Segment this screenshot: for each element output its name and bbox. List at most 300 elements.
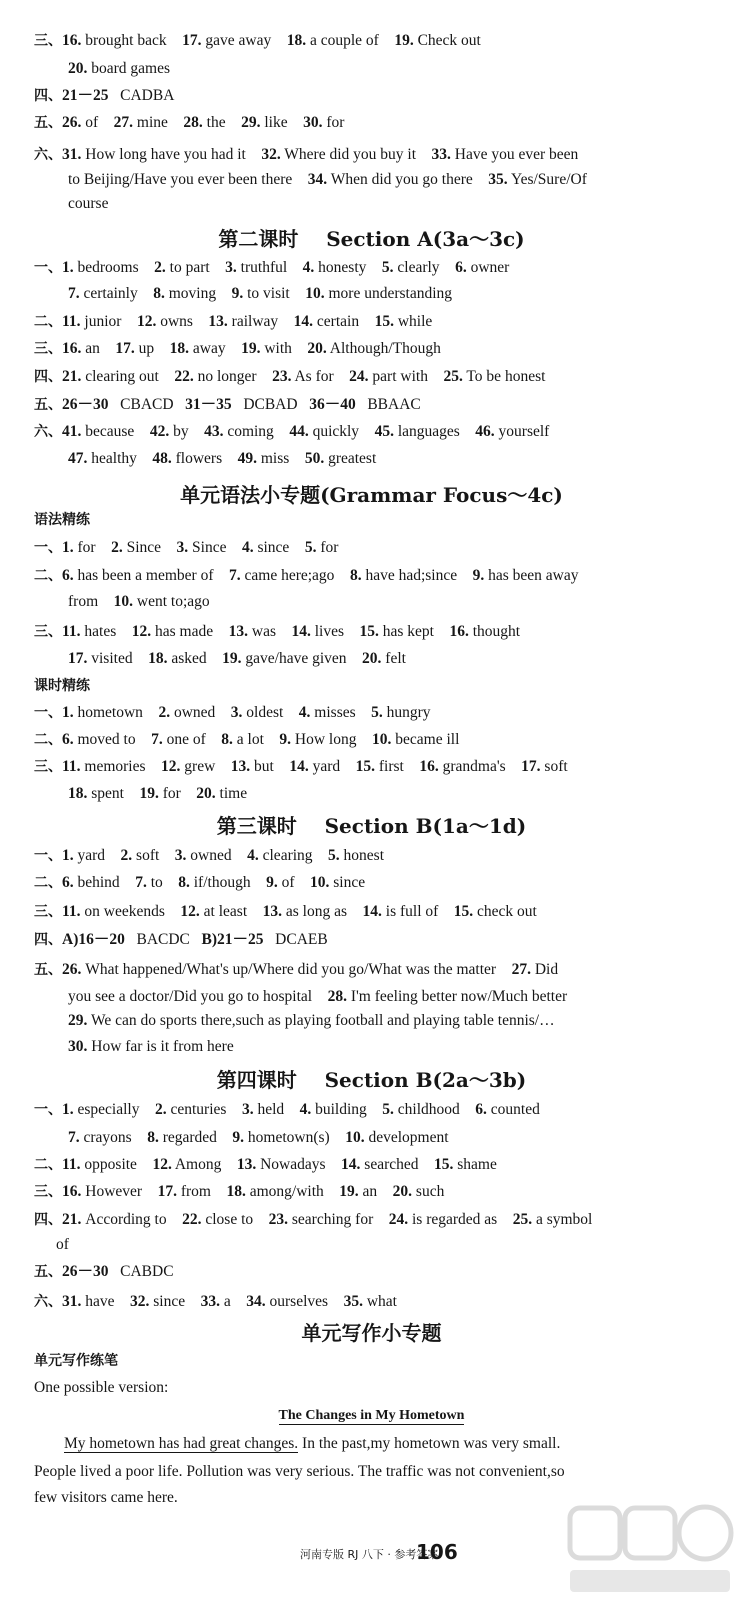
question-number: 15.	[355, 758, 376, 775]
answer-line	[68, 194, 743, 214]
question-group-label: 五、	[34, 1264, 62, 1280]
answer-text: certain	[313, 313, 375, 330]
question-number: 1.	[62, 1101, 74, 1118]
answer-line	[56, 1235, 743, 1255]
question-number: 6.	[62, 731, 74, 748]
answer-text: like	[260, 114, 304, 131]
answer-text: crayons	[79, 1129, 148, 1146]
question-group-label: 三、	[34, 759, 62, 775]
answer-line	[34, 538, 743, 558]
question-group-label: 二、	[34, 314, 62, 330]
question-number: 17.	[157, 1183, 177, 1200]
answer-line	[68, 592, 743, 612]
answer-text: was	[248, 623, 292, 640]
question-number: 13.	[230, 758, 251, 775]
answer-text: How far is it from here	[87, 1038, 234, 1055]
answer-text: part with	[368, 368, 444, 385]
answer-text: to part	[165, 259, 226, 276]
answer-text: regarded	[158, 1129, 233, 1146]
answer-text: greatest	[324, 450, 377, 467]
question-number: 5.	[382, 1101, 394, 1118]
edition-footer: 河南专版 RJ 八下 · 参考答案	[300, 1548, 439, 1561]
answer-line	[34, 730, 743, 750]
answer-text: owns	[156, 313, 209, 330]
answer-text: as long as	[282, 903, 363, 920]
question-number: 3.	[230, 704, 243, 721]
question-number: 19.	[222, 650, 242, 667]
answer-text: owner	[466, 259, 510, 276]
question-number: 6.	[455, 259, 467, 276]
answer-text: grew	[180, 758, 231, 775]
answer-line	[34, 422, 743, 442]
answer-text: a lot	[232, 731, 280, 748]
question-number: 20.	[362, 650, 382, 667]
section-heading: 第三课时 Section B(1a～1d)	[216, 814, 527, 838]
question-number: 13.	[208, 313, 228, 330]
answer-text: to visit	[243, 285, 306, 302]
question-group-label: 五、	[34, 962, 62, 978]
answer-text: What happened/What's up/Where did you go/What was the matter	[81, 961, 512, 978]
answer-text: centuries	[166, 1101, 242, 1118]
answer-text: hates	[80, 623, 132, 640]
answer-text: honest	[339, 847, 385, 864]
question-group-label: 四、	[34, 369, 62, 385]
answer-text: close to	[201, 1211, 269, 1228]
answer-text: board games	[87, 60, 171, 77]
answer-line	[34, 960, 743, 980]
question-number: 46.	[475, 423, 495, 440]
answer-line	[34, 395, 743, 415]
answer-text: Since	[188, 539, 242, 556]
answer-text: misses	[310, 704, 372, 721]
question-number: 5.	[381, 259, 394, 276]
answer-text: have had;since	[361, 567, 473, 584]
answer-text: has been away	[484, 567, 579, 584]
answer-text: a	[220, 1293, 247, 1310]
answer-line	[68, 170, 743, 190]
answer-text: to Beijing/Have you ever been there	[68, 171, 308, 188]
question-group-label: 三、	[34, 1184, 62, 1200]
answer-text: among/with	[245, 1183, 340, 1200]
question-number: 18.	[169, 340, 190, 357]
practice-sub-label: 单元写作练笔	[34, 1353, 118, 1369]
answer-text: while	[393, 313, 433, 330]
question-number: 34.	[307, 171, 328, 188]
question-group-label: 二、	[34, 1157, 62, 1173]
answer-text: gave away	[201, 32, 287, 49]
answer-text: BBAAC	[355, 396, 421, 413]
answer-text: As for	[291, 368, 350, 385]
answer-text: miss	[257, 450, 305, 467]
answer-line	[68, 987, 743, 1007]
answer-text: BACDC	[124, 931, 202, 948]
answer-text: building	[311, 1101, 383, 1118]
answer-text: yourself	[494, 423, 550, 440]
answer-text: oldest	[242, 704, 299, 721]
answer-line	[34, 86, 743, 106]
essay-line-2: People lived a poor life. Pollution was very serious. The traffic was not convenient,so	[34, 1463, 565, 1480]
answer-text: Yes/Sure/Of	[507, 171, 587, 188]
answer-text: is full of	[381, 903, 454, 920]
question-number: 16.	[449, 623, 469, 640]
answer-text: from	[68, 593, 114, 610]
answer-text: for	[316, 539, 339, 556]
question-number: 22.	[174, 368, 194, 385]
section-heading: 第二课时 Section A(3a～3c)	[218, 227, 525, 251]
answer-text: course	[68, 195, 109, 212]
question-number: 2.	[154, 259, 166, 276]
answer-text: but	[250, 758, 290, 775]
answer-text: quickly	[308, 423, 375, 440]
question-group-label: 四、	[34, 1212, 62, 1228]
answer-text: by	[169, 423, 205, 440]
question-number: 10.	[305, 285, 325, 302]
answer-text: became ill	[391, 731, 460, 748]
question-number: 24.	[349, 368, 369, 385]
answer-text: Since	[122, 539, 177, 556]
answer-line	[34, 846, 743, 866]
question-number: 27.	[113, 114, 134, 131]
question-group-label: 一、	[34, 705, 62, 721]
answer-line	[68, 784, 743, 804]
answer-text: honesty	[314, 259, 382, 276]
essay-title	[0, 1407, 743, 1425]
question-number: 3.	[241, 1101, 254, 1118]
answer-text: Nowadays	[256, 1156, 342, 1173]
question-group-label: 四、	[34, 932, 62, 948]
answer-text: went to;ago	[133, 593, 210, 610]
answer-text: with	[260, 340, 308, 357]
question-number: 7.	[68, 285, 80, 302]
question-number: 4.	[299, 1101, 312, 1118]
answer-text: opposite	[80, 1156, 153, 1173]
answer-text: first	[375, 758, 420, 775]
question-number: 12.	[180, 903, 200, 920]
question-number: 31－35	[185, 396, 232, 413]
answer-line	[68, 1037, 743, 1057]
question-number: 1.	[62, 259, 74, 276]
answer-text: searching for	[288, 1211, 389, 1228]
answer-text: thought	[468, 623, 521, 640]
answer-line	[34, 145, 743, 165]
answer-text: hometown	[73, 704, 159, 721]
question-number: 3.	[225, 259, 237, 276]
question-number: 26－30	[62, 396, 109, 413]
answer-text: of	[277, 874, 311, 891]
question-number: 9.	[232, 1129, 245, 1146]
question-number: 26－30	[62, 1263, 109, 1280]
question-number: 18.	[226, 1183, 246, 1200]
answer-line	[68, 449, 743, 469]
question-number: 17.	[182, 32, 202, 49]
question-number: 20.	[307, 340, 327, 357]
question-number: 28.	[327, 988, 347, 1005]
answer-text: you see a doctor/Did you go to hospital	[68, 988, 328, 1005]
question-number: 32.	[130, 1293, 150, 1310]
answer-text: has been a member of	[73, 567, 229, 584]
answer-text: of	[81, 114, 114, 131]
question-number: 36－40	[309, 396, 356, 413]
question-number: 9.	[231, 285, 244, 302]
answer-text: the	[202, 114, 242, 131]
answer-text: DCBAD	[231, 396, 310, 413]
answer-text: soft	[132, 847, 175, 864]
answer-text: certainly	[79, 285, 154, 302]
answer-text: gave/have given	[241, 650, 363, 667]
answer-text: We can do sports there,such as playing football and playing table tennis/…	[87, 1012, 555, 1029]
answer-text: junior	[80, 313, 137, 330]
question-number: 34.	[246, 1293, 266, 1310]
question-number: 5.	[371, 704, 383, 721]
question-group-label: 一、	[34, 540, 62, 556]
question-number: 3.	[176, 539, 189, 556]
answer-line	[34, 1100, 743, 1120]
question-number: 11.	[62, 903, 81, 920]
question-number: 2.	[111, 539, 123, 556]
question-number: 7.	[151, 731, 163, 748]
question-number: 33.	[431, 146, 451, 163]
answer-text: if/though	[189, 874, 267, 891]
question-group-label: 二、	[34, 732, 62, 748]
answer-text: CABDC	[108, 1263, 174, 1280]
question-number: 4.	[241, 539, 254, 556]
answer-text: held	[253, 1101, 300, 1118]
answer-text: grandma's	[438, 758, 522, 775]
answer-text: Check out	[413, 32, 481, 49]
question-number: 8.	[178, 874, 190, 891]
answer-text: coming	[223, 423, 290, 440]
answer-text: ourselves	[265, 1293, 344, 1310]
section-heading: 第四课时 Section B(2a～3b)	[216, 1068, 527, 1092]
answer-text: To be honest	[462, 368, 546, 385]
question-number: 29.	[241, 114, 261, 131]
answer-text: shame	[453, 1156, 497, 1173]
answer-line	[34, 566, 743, 586]
answer-text: owned	[170, 704, 231, 721]
answer-line	[34, 703, 743, 723]
question-number: 15.	[453, 903, 474, 920]
question-number: 14.	[289, 758, 309, 775]
question-number: 1.	[62, 539, 74, 556]
answer-text: counted	[486, 1101, 540, 1118]
question-number: 20.	[68, 60, 88, 77]
question-group-label: 五、	[34, 397, 62, 413]
question-number: 20.	[196, 785, 216, 802]
answer-text: check out	[473, 903, 537, 920]
question-number: 10.	[345, 1129, 365, 1146]
question-number: 49.	[237, 450, 257, 467]
question-number: 21.	[62, 368, 82, 385]
answer-text: asked	[167, 650, 223, 667]
question-number: 5.	[328, 847, 340, 864]
question-number: 48.	[152, 450, 172, 467]
answer-line	[68, 59, 743, 79]
answer-line	[34, 1262, 743, 1282]
question-number: 24.	[388, 1211, 409, 1228]
question-number: 19.	[339, 1183, 359, 1200]
section-heading: 单元语法小专题(Grammar Focus～4c)	[180, 483, 563, 507]
question-number: 11.	[62, 1156, 81, 1173]
question-group-label: 一、	[34, 1102, 62, 1118]
question-number: 8.	[221, 731, 233, 748]
answer-text: clearly	[393, 259, 456, 276]
answer-text: what	[362, 1293, 397, 1310]
answer-text: flowers	[171, 450, 238, 467]
answer-text: bedrooms	[73, 259, 155, 276]
question-number: 31.	[62, 146, 82, 163]
answer-text: an	[81, 340, 116, 357]
answer-line	[34, 312, 743, 332]
question-group-label: 六、	[34, 424, 62, 440]
answer-text: hometown(s)	[244, 1129, 346, 1146]
answer-text: DCAEB	[263, 931, 328, 948]
question-number: 5.	[304, 539, 317, 556]
answer-line	[34, 1210, 743, 1230]
answer-text: yard	[73, 847, 121, 864]
answer-line	[34, 367, 743, 387]
question-number: 23.	[268, 1211, 289, 1228]
question-number: 8.	[349, 567, 362, 584]
question-number: 44.	[289, 423, 309, 440]
question-number: 35.	[488, 171, 508, 188]
page-number: 106	[416, 1540, 458, 1564]
question-number: 26.	[62, 961, 82, 978]
answer-text: visited	[87, 650, 149, 667]
question-group-label: 六、	[34, 1294, 62, 1310]
essay-title-text: The Changes in My Hometown	[278, 1408, 465, 1423]
question-group-label: 一、	[34, 848, 62, 864]
answer-text: especially	[73, 1101, 155, 1118]
answer-text: has made	[151, 623, 229, 640]
question-group-label: 一、	[34, 260, 62, 276]
question-number: 17.	[115, 340, 135, 357]
question-number: 19.	[394, 32, 414, 49]
answer-text: moving	[164, 285, 232, 302]
answer-text: no longer	[193, 368, 273, 385]
answer-text: owned	[186, 847, 248, 864]
question-number: 30.	[303, 114, 323, 131]
answer-text: Although/Though	[326, 340, 441, 357]
question-number: 12.	[152, 1156, 172, 1173]
question-number: 28.	[183, 114, 203, 131]
question-number: 4.	[298, 704, 311, 721]
question-number: A)16－20	[62, 931, 125, 948]
question-number: 35.	[343, 1293, 363, 1310]
answer-text: Have you ever been	[450, 146, 579, 163]
question-number: 1.	[62, 704, 74, 721]
question-number: 12.	[131, 623, 152, 640]
practice-sub-label: 课时精练	[34, 678, 90, 694]
essay-line-1-rest: In the past,my hometown was very small.	[298, 1435, 561, 1452]
question-number: 50.	[304, 450, 325, 467]
answer-text: on weekends	[80, 903, 181, 920]
question-number: 14.	[341, 1156, 361, 1173]
question-number: 7.	[68, 1129, 80, 1146]
question-number: 6.	[62, 874, 74, 891]
question-number: 10.	[310, 874, 330, 891]
question-number: 13.	[236, 1156, 257, 1173]
answer-text: came here;ago	[240, 567, 350, 584]
question-group-label: 六、	[34, 147, 62, 163]
answer-line	[34, 622, 743, 642]
question-number: 7.	[229, 567, 241, 584]
answer-line	[68, 1128, 743, 1148]
answer-text: since	[149, 1293, 201, 1310]
answer-text: When did you go there	[327, 171, 489, 188]
question-number: 18.	[68, 785, 88, 802]
question-number: 3.	[174, 847, 187, 864]
essay-intro: One possible version:	[34, 1379, 169, 1396]
question-group-label: 三、	[34, 33, 62, 49]
question-number: 19.	[241, 340, 261, 357]
question-number: 9.	[472, 567, 485, 584]
question-number: 31.	[62, 1293, 82, 1310]
answer-text: clearing out	[81, 368, 175, 385]
question-number: 22.	[182, 1211, 202, 1228]
answer-text: How long	[291, 731, 372, 748]
essay-line-3: few visitors came here.	[34, 1489, 178, 1506]
question-group-label: 四、	[34, 88, 62, 104]
question-number: 10.	[372, 731, 392, 748]
answer-text: CADBA	[108, 87, 175, 104]
answer-text: clearing	[258, 847, 329, 864]
essay-first-sentence: My hometown has had great changes.	[64, 1435, 299, 1452]
question-number: 11.	[62, 313, 81, 330]
answer-line	[34, 757, 743, 777]
answer-text: languages	[393, 423, 476, 440]
question-number: 9.	[279, 731, 292, 748]
answer-text: for	[158, 785, 197, 802]
answer-line	[34, 339, 743, 359]
question-number: 23.	[272, 368, 292, 385]
answer-text: felt	[381, 650, 406, 667]
question-number: 6.	[475, 1101, 487, 1118]
answer-text: of	[56, 1236, 69, 1253]
question-number: 13.	[228, 623, 248, 640]
question-number: 17.	[521, 758, 541, 775]
question-number: 8.	[153, 285, 165, 302]
question-number: 45.	[374, 423, 394, 440]
answer-text: How long have you had it	[81, 146, 262, 163]
answer-text: Among	[171, 1156, 237, 1173]
question-number: 43.	[204, 423, 224, 440]
answer-text: to	[146, 874, 179, 891]
question-group-label: 五、	[34, 115, 62, 131]
question-number: 25.	[443, 368, 463, 385]
section-heading: 单元写作小专题	[301, 1321, 442, 1345]
answer-text: yard	[308, 758, 356, 775]
answer-text: has kept	[378, 623, 450, 640]
answer-text: memories	[80, 758, 162, 775]
answer-line	[34, 31, 743, 51]
question-number: 2.	[154, 1101, 167, 1118]
question-number: 14.	[362, 903, 382, 920]
answer-text: a symbol	[532, 1211, 593, 1228]
answer-text: lives	[310, 623, 360, 640]
answer-text: However	[81, 1183, 158, 1200]
question-number: 25.	[512, 1211, 533, 1228]
question-group-label: 三、	[34, 341, 62, 357]
question-number: 16.	[62, 32, 82, 49]
answer-text: childhood	[393, 1101, 476, 1118]
answer-line	[68, 649, 743, 669]
question-number: 9.	[266, 874, 278, 891]
answer-text: because	[81, 423, 150, 440]
question-number: 19.	[139, 785, 159, 802]
question-number: 7.	[135, 874, 147, 891]
question-group-label: 二、	[34, 875, 62, 891]
question-group-label: 二、	[34, 568, 62, 584]
